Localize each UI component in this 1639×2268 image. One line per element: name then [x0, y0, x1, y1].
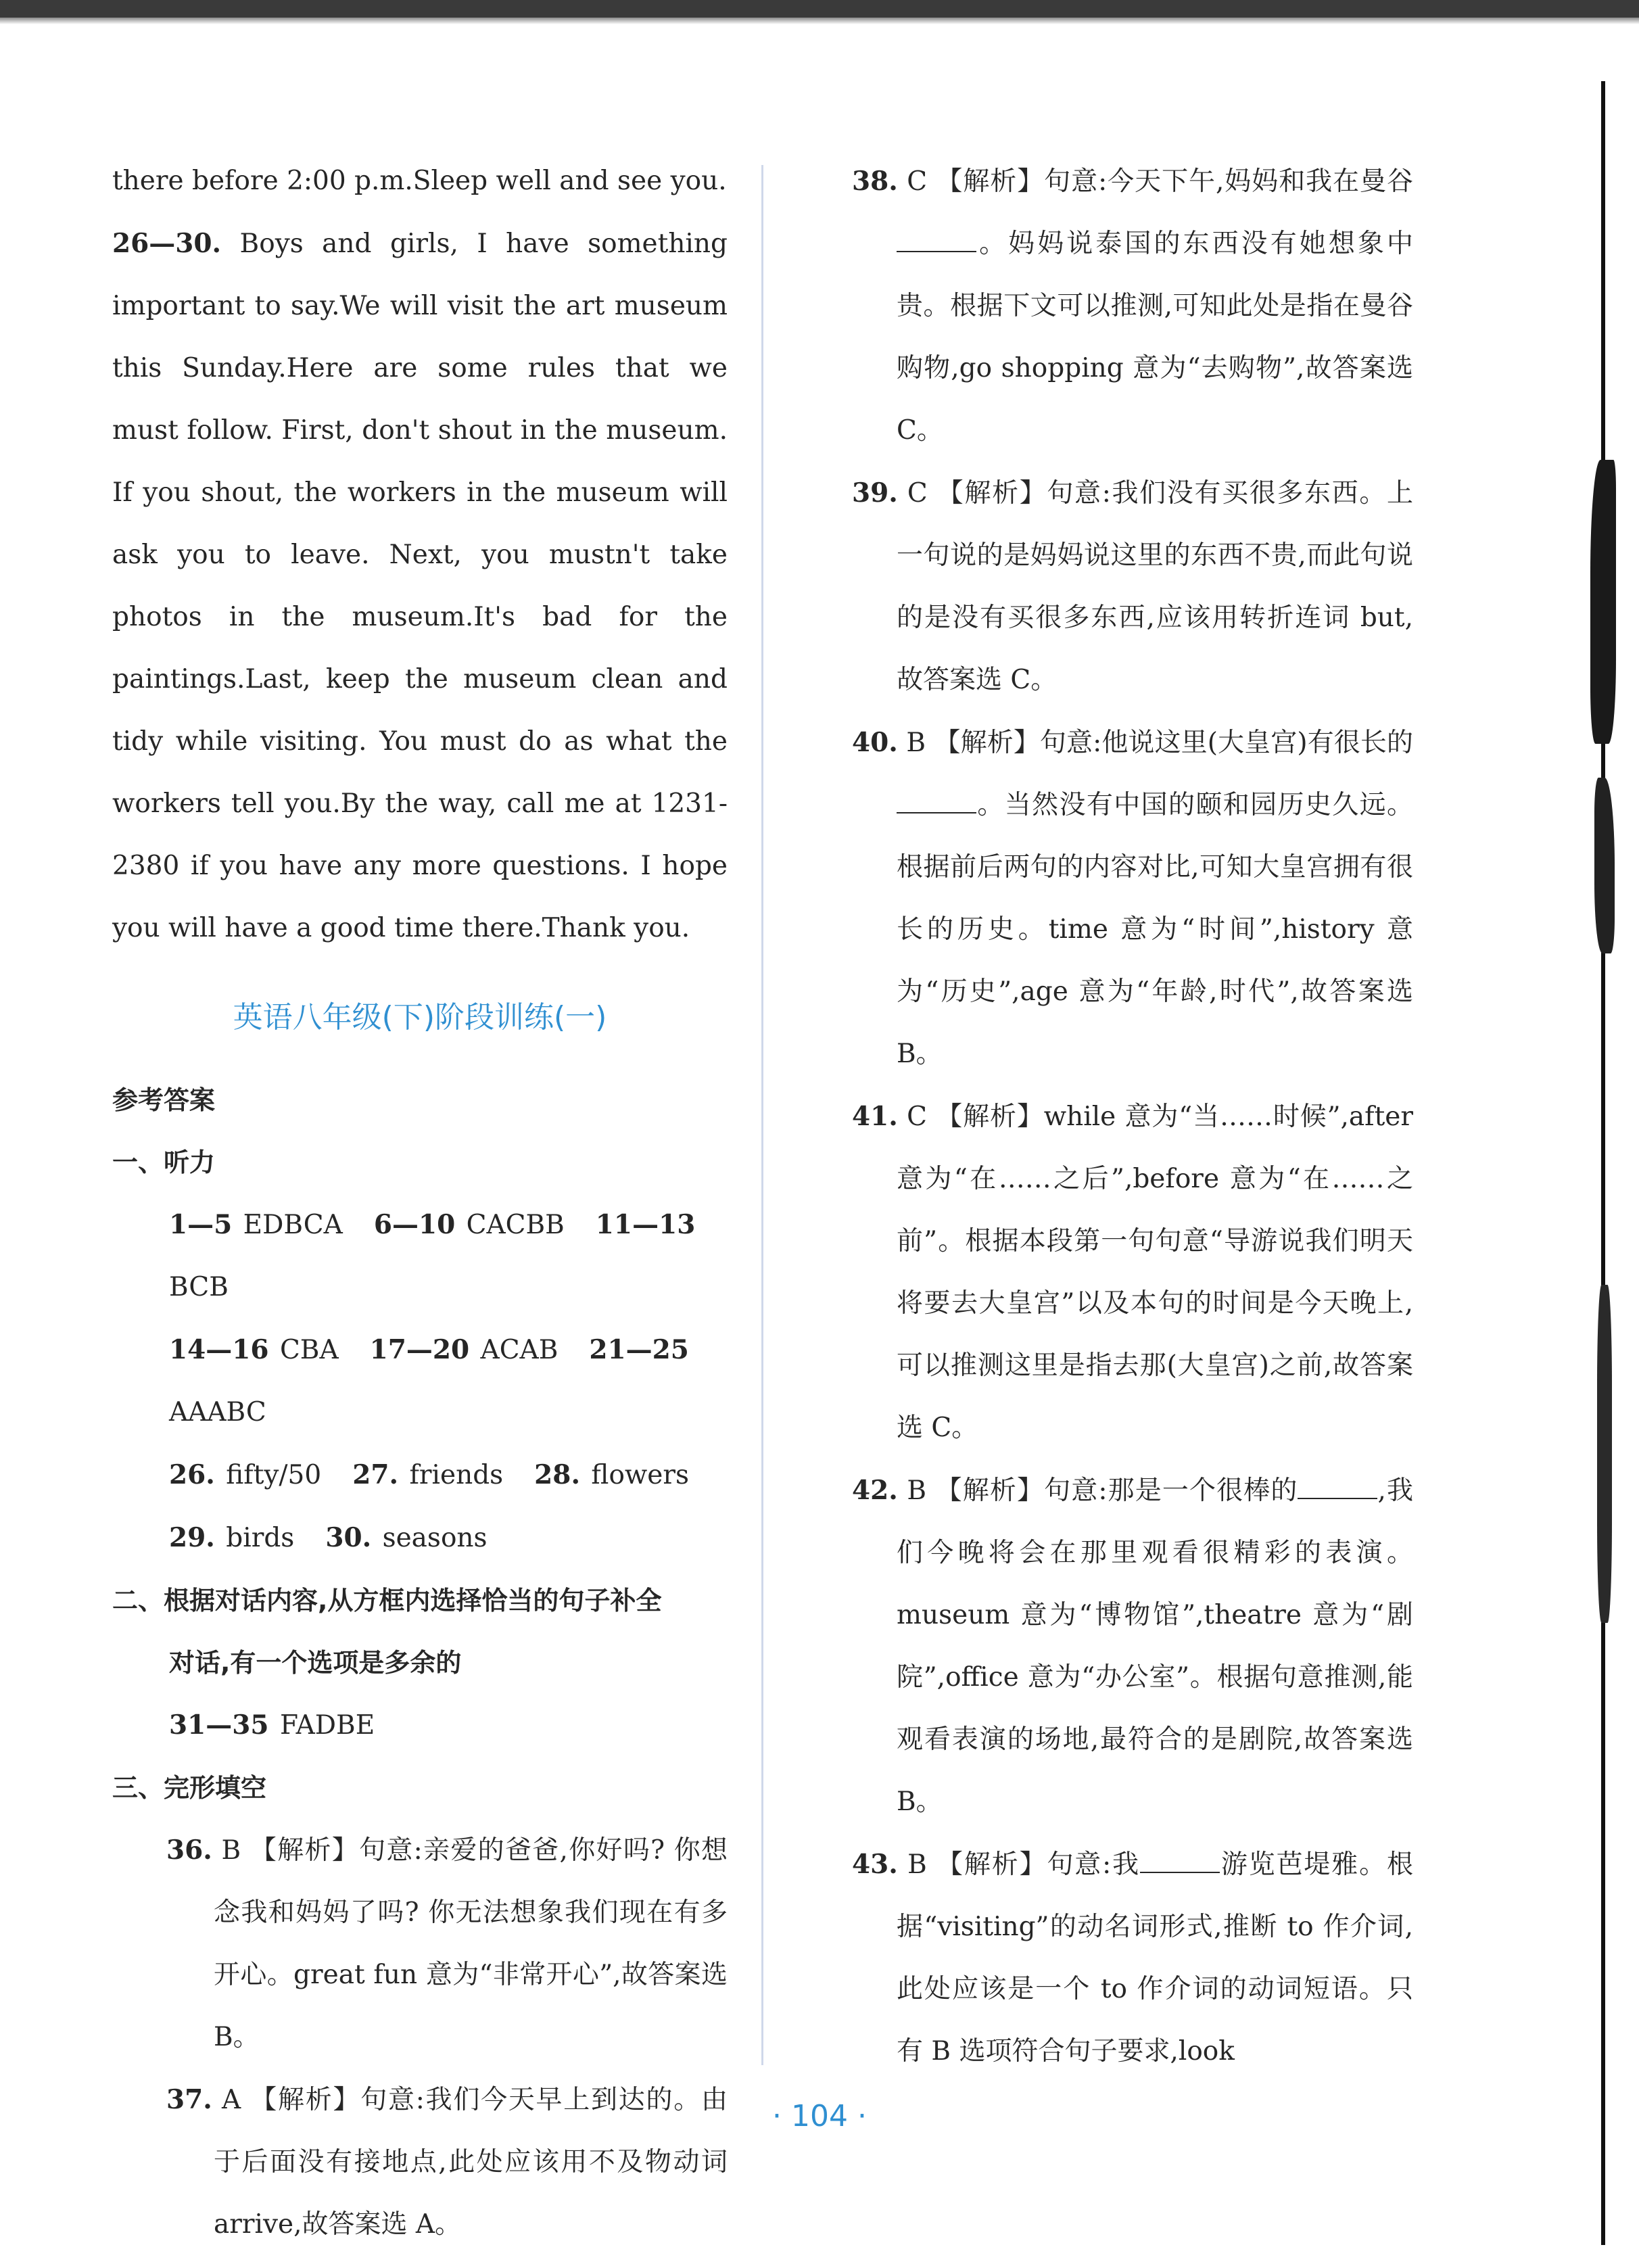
- section-title: 英语八年级(下)阶段训练(一): [233, 1000, 607, 1035]
- explanation-39: [852, 462, 1413, 711]
- section-heading-dialogue-cont: 对话,有一个选项是多余的: [169, 1648, 462, 1678]
- answer-row: [112, 1319, 728, 1444]
- item-number: 36.: [166, 1835, 212, 1866]
- answer-value: fifty/50: [214, 1460, 322, 1490]
- answer-range: 17—20: [369, 1334, 470, 1365]
- answer-range: 11—13: [595, 1209, 696, 1240]
- answer-value: friends: [398, 1460, 504, 1490]
- torn-edge-blot: [1594, 778, 1615, 953]
- explanation-41: [852, 1085, 1413, 1459]
- explanation-37: [112, 2069, 728, 2256]
- column-divider: [761, 165, 763, 2065]
- answer-value: AAABC: [169, 1397, 266, 1427]
- item-number: 39.: [852, 477, 898, 509]
- item-text: A 【解析】句意:我们今天早上到达的。由于后面没有接地点,此处应该用不及物动词 arrive,故答案选 A。: [212, 2085, 728, 2240]
- torn-edge-blot: [1597, 1285, 1612, 1623]
- item-text: 游览芭堤雅。根据“visiting”的动名词形式,推断 to 作介词,此处应该是一个 to 作介词的动词短语。只有 B 选项符合句子要求,look: [897, 1849, 1413, 2066]
- answer-range: 14—16: [169, 1334, 269, 1365]
- explanation-36: [112, 1819, 728, 2069]
- answer-blank: [1140, 1851, 1220, 1873]
- scan-top-border: [0, 0, 1639, 18]
- item-number: 37.: [166, 2084, 212, 2115]
- explanation-43: [852, 1833, 1413, 2083]
- section-heading-dialogue: 二、根据对话内容,从方框内选择恰当的句子补全: [112, 1586, 662, 1615]
- answer-value: ACAB: [469, 1335, 559, 1365]
- answer-blank: [1298, 1478, 1377, 1499]
- answer-row: [112, 1194, 728, 1319]
- explanation-42: [852, 1459, 1413, 1833]
- answer-row: [112, 1694, 728, 1757]
- answer-value: FADBE: [268, 1710, 375, 1741]
- item-text: C 【解析】句意:今天下午,妈妈和我在曼谷: [897, 166, 1413, 197]
- item-text: ,我们今晚将会在那里观看很精彩的表演。museum 意为“博物馆”,theatre 意为“剧院”,office 意为“办公室”。根据句意推测,能观看表演的场地,最符合的是剧院,故答案选 B。: [897, 1475, 1413, 1817]
- answer-range: 21—25: [589, 1334, 689, 1365]
- answer-value: EDBCA: [232, 1210, 343, 1240]
- answer-value: CBA: [268, 1335, 339, 1365]
- answer-number: 28.: [534, 1459, 581, 1490]
- answer-range: 1—5: [169, 1209, 233, 1240]
- right-column: [852, 150, 1413, 2083]
- answer-value: birds: [214, 1523, 295, 1553]
- item-text: 。妈妈说泰国的东西没有她想象中贵。根据下文可以推测,可知此处是指在曼谷购物,go shopping 意为“去购物”,故答案选 C。: [897, 229, 1413, 446]
- item-text: C 【解析】句意:我们没有买很多东西。上一句说的是妈妈说这里的东西不贵,而此句说的是没有买很多东西,应该用转折连词 but,故答案选 C。: [897, 478, 1413, 695]
- torn-edge-line: [1601, 81, 1605, 2245]
- answer-value: flowers: [580, 1460, 690, 1490]
- reference-answers-heading: 参考答案: [112, 1085, 216, 1115]
- answer-row: [112, 1444, 728, 1507]
- paragraph: there before 2:00 p.m.Sleep well and see you.: [112, 166, 727, 196]
- answer-range: 6—10: [373, 1209, 456, 1240]
- answer-blank: [897, 231, 976, 252]
- item-text: 。当然没有中国的颐和园历史久远。根据前后两句的内容对比,可知大皇宫拥有很长的历史。time 意为“时间”,history 意为“历史”,age 意为“年龄,时代”,故答案选 B。: [897, 790, 1413, 1069]
- item-text: C 【解析】while 意为“当……时候”,after 意为“在……之后”,before 意为“在……之前”。根据本段第一句句意“导游说我们明天将要去大皇宫”以及本句的时间是今天晚上,可以推测这里是指去那(大皇宫)之前,故答案选 C。: [897, 1102, 1414, 1443]
- answer-range: 31—35: [169, 1709, 269, 1741]
- torn-edge-blot: [1590, 460, 1616, 744]
- item-text: Boys and girls, I have something important to say.We will visit the art museum this Sunday.Here are some rules that we must follow. First, don't shout in the museum. If you shout, the workers in the museum will ask you to leave. Next, you mustn't take photos in the museum.It's bad for the paintings.Last, keep the museum clean and tidy while visiting. You must do as what the workers tell you.By the way, call me at 1231-2380 if you have any more questions. I hope you will have a good time there.Thank you.: [112, 229, 728, 943]
- explanation-38: [852, 150, 1413, 462]
- item-text: B 【解析】句意:那是一个很棒的: [897, 1475, 1298, 1506]
- section-heading-cloze: 三、完形填空: [112, 1773, 267, 1803]
- answer-number: 27.: [352, 1459, 399, 1490]
- explanation-40: [852, 711, 1413, 1085]
- item-text: B 【解析】句意:亲爱的爸爸,你好吗? 你想念我和妈妈了吗? 你无法想象我们现在有多开心。great fun 意为“非常开心”,故答案选 B。: [212, 1835, 728, 2052]
- section-heading-listening: 一、听力: [112, 1148, 216, 1177]
- answer-blank: [897, 792, 976, 813]
- item-number: 40.: [852, 727, 898, 758]
- answer-number: 29.: [169, 1522, 215, 1553]
- answer-number: 30.: [325, 1522, 372, 1553]
- item-text: B 【解析】句意:他说这里(大皇宫)有很长的: [897, 728, 1413, 758]
- answer-value: seasons: [371, 1523, 488, 1553]
- item-number: 26—30.: [112, 228, 222, 259]
- item-number: 38.: [852, 166, 898, 197]
- answer-value: BCB: [169, 1272, 229, 1302]
- answer-row: [112, 1507, 728, 1569]
- item-number: 43.: [852, 1849, 898, 1880]
- answer-value: CACBB: [455, 1210, 565, 1240]
- answer-number: 26.: [169, 1459, 215, 1490]
- item-text: B 【解析】句意:我: [897, 1849, 1141, 1880]
- scan-top-shadow: [0, 18, 1639, 24]
- torn-page-edge: [1575, 81, 1639, 2268]
- page-number: · 104 ·: [772, 2099, 867, 2133]
- listening-script-26-30: [112, 212, 728, 960]
- left-column: [112, 150, 728, 2256]
- item-number: 42.: [852, 1475, 898, 1506]
- item-number: 41.: [852, 1101, 898, 1132]
